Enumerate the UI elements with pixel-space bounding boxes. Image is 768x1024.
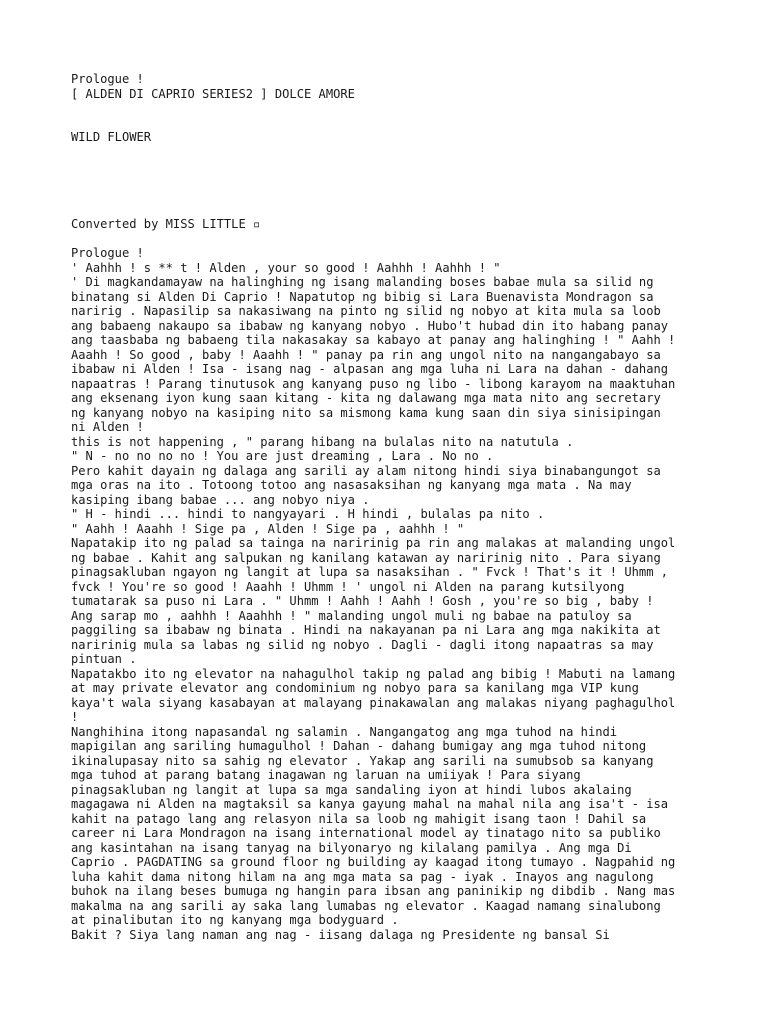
subtitle: WILD FLOWER: [71, 130, 152, 144]
body-line: !: [71, 710, 79, 724]
body-line: ikinalupasay nito sa sahig ng elevator . Yakap ang sarili na sumubsob sa kanyang: [71, 753, 654, 768]
body-line: ng kanyang nobyo na kasiping nito sa mismong kama kung saan din siya sinisipingan: [71, 405, 661, 420]
body-line: Napatakbo ito ng elevator na nahagulhol takip ng palad ang bibig ! Mabuti na lamang: [71, 666, 676, 681]
body-line: " H - hindi ... hindi to nangyayari . H hindi , bulalas pa nito .: [71, 507, 545, 521]
body-line: career ni Lara Mondragon na isang international model ay tinatago nito sa publiko: [71, 826, 661, 840]
spacer: [71, 101, 761, 130]
body-line: tumatarak sa puso ni Lara . " Uhmm ! Aahh ! Aahh ! Gosh , you're so big , baby !: [71, 594, 654, 608]
body-line: mga tuhod at parang batang inagawan ng laruan na umiiyak ! Para siyang: [71, 768, 581, 782]
body-line: ' Di magkandamayaw na halinghing ng isang malanding boses babae mula sa silid ng: [71, 275, 654, 289]
body-line: ang kasintahan na isang tanyag na bilyonaryo ng kilalang pamilya . Ang mga Di: [71, 840, 632, 855]
body-line: ni Alden !: [71, 420, 144, 434]
body-line: binatang si Alden Di Caprio ! Napatutop ng bibig si Lara Buenavista Mondragon sa: [71, 289, 654, 304]
body-line: makalma na ang sarili ay saka lang lumabas ng elevator . Kaagad namang sinalubong: [71, 898, 661, 913]
body-line: Aaahh ! So good , baby ! Aaahh ! " panay pa rin ang ungol nito na nangangabayo sa: [71, 347, 661, 362]
body-line: pinagsakluban ng langit at lupa sa mga sandaling iyon at hindi lubos akalaing: [71, 782, 632, 797]
spacer: [71, 145, 761, 203]
header-line-2: [ ALDEN DI CAPRIO SERIES2 ] DOLCE AMORE: [71, 86, 355, 101]
converted-by: Converted by MISS LITTLE ▫: [71, 217, 261, 231]
body-line: Pero kahit dayain ng dalaga ang sarili ay alam nitong hindi siya binabangungot sa: [71, 463, 661, 478]
body-line: kaya't wala siyang kasabayan at malayang pinakawalan ang malakas niyang paghagulhol: [71, 695, 676, 710]
body-line: kasiping ibang babae ... ang nobyo niya .: [71, 492, 370, 507]
body-line: magagawa ni Alden na magtaksil sa kanya gayung mahal na mahal nila ang isa't - isa: [71, 797, 669, 811]
body-line: Napatakip ito ng palad sa tainga na naririnig pa rin ang malakas at malanding ungol: [71, 536, 676, 550]
body-line: kahit na patago lang ang relasyon nila sa loob ng mahigit isang taon ! Dahil sa: [71, 811, 647, 826]
body-line: luha kahit dama nitong hilam na ang mga mata sa pag - iyak . Inayos ang nagulong: [71, 869, 654, 884]
body-line: buhok na ilang beses bumuga ng hangin para ibsan ang paninikip ng dibdib . Nang mas: [71, 884, 676, 898]
body-line: ibabaw ni Alden ! Isa - isang nag - alpasan ang mga luha ni Lara na dahan - dahang: [71, 362, 669, 376]
body-line: ang taasbaba ng babaeng tila nakasakay sa kabayo at panay ang halinghing ! " Aahh !: [71, 333, 676, 347]
body-line: Nanghihina itong napasandal ng salamin . Nangangatog ang mga tuhod na hindi: [71, 724, 618, 739]
spacer: [71, 203, 761, 218]
body-line: mapigilan ang sariling humagulhol ! Dahan - dahang bumigay ang mga tuhod nitong: [71, 739, 647, 753]
body-line: Bakit ? Siya lang naman ang nag - iisang dalaga ng Presidente ng bansal Si: [71, 927, 610, 942]
spacer: [71, 232, 761, 247]
body-line: ang eksenang iyon kung saan kitang - kita ng dalawang mga mata nito ang secretary: [71, 391, 661, 405]
body-line: paggiling sa ibabaw ng binata . Hindi na nakayanan pa ni Lara ang mga nakikita at: [71, 623, 661, 637]
body-line: naririnig mula sa labas ng silid ng nobyo . Dagli - dagli itong napaatras sa may: [71, 637, 654, 652]
header-line-1: Prologue !: [71, 72, 144, 86]
body-line: fvck ! You're so good ! Aaahh ! Uhmm ! ' ungol ni Alden na parang kutsilyong: [71, 579, 625, 594]
body-line: " N - no no no no ! You are just dreaming , Lara . No no .: [71, 449, 494, 463]
body-line: Ang sarap mo , aahhh ! Aaahhh ! " malanding ungol muli ng babae na patuloy sa: [71, 608, 632, 623]
body-line: at may private elevator ang condominium ng nobyo para sa kanilang mga VIP kung: [71, 681, 639, 695]
document-page: [71, 72, 761, 942]
body-line: pintuan .: [71, 652, 137, 666]
body-line: ' Aahhh ! s ** t ! Alden , your so good ! Aahhh ! Aahhh ! ": [71, 260, 501, 275]
body-line: mga oras na ito . Totoong totoo ang nasasaksihan ng kanyang mga mata . Na may: [71, 478, 632, 492]
body-line: Caprio . PAGDATING sa ground floor ng building ay kaagad itong tumayo . Nagpahid ng: [71, 855, 676, 869]
body-line: ng babae . Kahit ang salpukan ng kanilang katawan ay naririnig nito . Para siyang: [71, 550, 661, 565]
body-line: ang babaeng nakaupo sa ibabaw ng kanyang nobyo . Hubo't hubad din ito habang panay: [71, 318, 669, 333]
body-line: Prologue !: [71, 246, 144, 260]
body-line: at pinalibutan ito ng kanyang mga bodyguard .: [71, 913, 399, 927]
body-text: [71, 246, 761, 942]
body-line: " Aahh ! Aaahh ! Sige pa , Alden ! Sige pa , aahhh ! ": [71, 521, 465, 536]
body-line: this is not happening , " parang hibang na bulalas nito na natutula .: [71, 434, 574, 449]
body-line: napaatras ! Parang tinutusok ang kanyang puso ng libo - libong karayom na maaktuhan: [71, 376, 676, 391]
body-line: pinagsakluban ngayon ng langit at lupa sa nasaksihan . " Fvck ! That's it ! Uhmm ,: [71, 565, 669, 579]
body-line: naririg . Napasilip sa nakasiwang na pinto ng silid ng nobyo at kita mula sa loob: [71, 304, 661, 318]
